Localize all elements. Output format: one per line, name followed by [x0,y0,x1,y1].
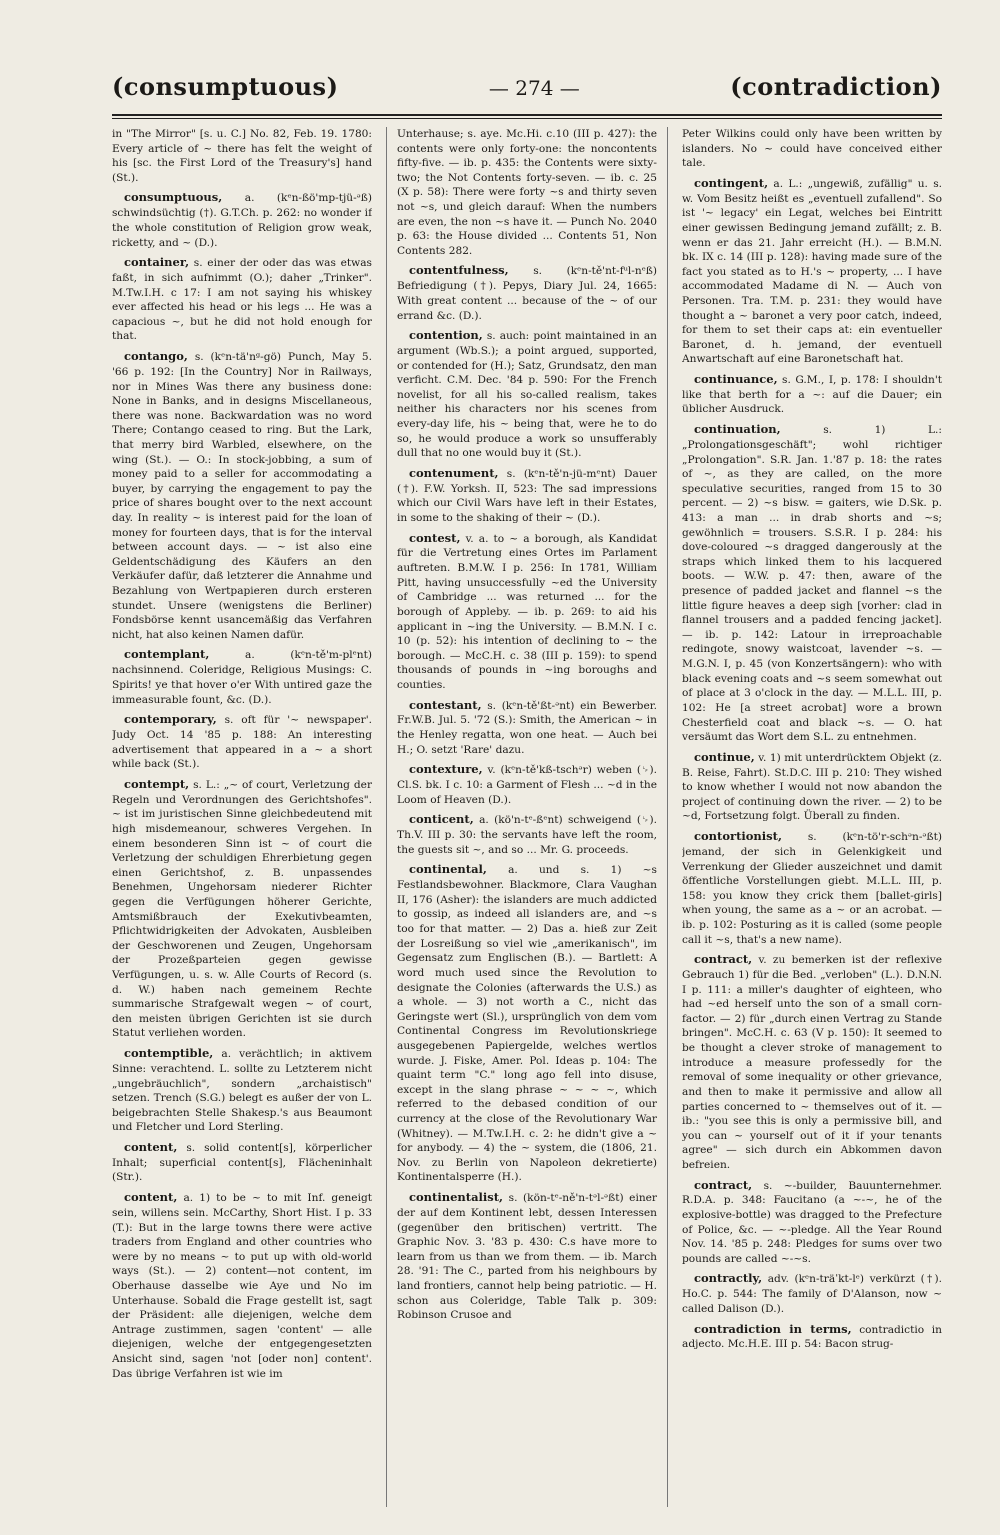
entry-headword: content, [124,1139,178,1154]
column-middle [386,127,668,1507]
entry-headword: contract, [694,952,753,967]
entry-text: s. solid content[s], körperlicher Inhalt; superficial content[s], Flächeninhalt (Str.). [112,1141,372,1184]
entry-text: v. (kᵉn-tě'kß-tschᵊr) weben (␊). Cl.S. bk. I c. 10: a Garment of Flesh ... ~d in the Loom of Heaven (D.). [397,764,657,806]
entry-text: a. 1) to be ~ to mit Inf. geneigt sein, willens sein. McCarthy, Short Hist. I p. 33 (T.): But in the large towns there were active traders from England and other countries who were by no means ~ to put up with old-world ways (St.). — 2) content—not content, im Oberhause dasselbe wie Aye und No im Unterhause. Sobald die Frage gestellt ist, sagt der Präsident: alle diejenigen, welche dem Antrage zustimmen, sagen 'content' — alle diejenigen, welche der entgegengesetzten Ansicht sind, sagen 'not [oder non] content'. Das übrige Verfahren ist wie im [112,1192,372,1380]
header-rule [112,114,942,119]
entry-headword: contractly, [694,1271,763,1286]
entry-text: v. a. to ~ a borough, als Kandidat für die Vertretung eines Ortes im Parlament auftreten. B.M.W. I p. 256: In 1781, William Pitt, having unsuccessfully ~ed the University of Cambridge ... was returned ... for the borough of Appleby. — ib. p. 269: to aid his applicant in ~ing the University. — B.M.N. I c. 10 (p. 52): his intention of declining to ~ the borough. — McC.H. c. 38 (III p. 159): to spend thousands of pounds in ~ing boroughs and counties. [397,532,657,691]
column-left [112,127,372,1507]
dictionary-entry [397,862,657,1185]
dictionary-entry [682,127,942,171]
entry-text: contradictio in adjecto. Mc.H.E. III p. 54: Bacon strug- [682,1323,942,1351]
dictionary-entry [397,1190,657,1323]
dictionary-entry [397,127,657,258]
dictionary-entry [682,1271,942,1316]
entry-text: s. L.: „~ of court, Verletzung der Regeln und Verordnungen des Gerichtshofes". ~ ist im juristischen Sinne gleichbedeutend mit high misdemeanour, schweres Vergehen. In einem besonderen Sinn ist ~ of court die Verletzung der schuldigen Ehrerbietung gegen einen Gerichtshof, z. B. unpassendes Benehmen, Ungehorsam niederer Richter gegen die Verfügungen höherer Gerichte, Amtsmißbrauch der Exekutivbeamten, Pflichtwidrigkeiten der Advokaten, Ausbleiben der Geschworenen und Zeugen, Ungehorsam der Prozeßparteien gegen gewisse Verfügungen, u. s. w. Alle Courts of Record (s. d. W.) haben nach gemeinem Rechte summarische Strafgewalt wegen ~ of court, den meisten übrigen Gerichten ist sie durch Statut verliehen worden. [112,778,372,1040]
entry-headword: contexture, [409,762,483,777]
column-right [682,127,942,1507]
entry-text: a. L.: „ungewiß, zufällig" u. s. w. Vom Besitz heißt es „eventuell zufallend". So ist '~ legacy' ein Legat, welches bei Eintritt einer gewissen Bedingung jemand zufällt; z. B. wenn er das 21. Jahr erreicht (H.). — B.M.N. bk. IX c. 14 (III p. 128): having made sure of the fact you stated as to H.'s ~ property, ... I have accommodated Madame di N. — Auch von Personen. Tra. T.M. p. 231: they would have thought a ~ baronet a very poor catch, indeed, for them to set their caps at: ein eventueller Baronet, d. h. jemand, der eventuell Anwartschaft auf eine Baronetschaft hat. [682,177,942,366]
dictionary-entry [112,1046,372,1135]
entry-text: s. (kön-tᵉ-ně'n-tᵊl-ᵊßt) einer der auf dem Kontinent lebt, dessen Interessen (gegenüber den britischen) vertritt. The Graphic Nov. 3. '83 p. 430: C.s have more to learn from us than we from them. — ib. March 28. '91: The C., parted from his neighbours by land frontiers, cannot help being patriotic. — H. schon aus Coleridge, Table Talk p. 309: Robinson Crusoe and [397,1192,657,1322]
entry-headword: continental, [409,862,487,877]
entry-headword: contention, [409,328,483,343]
dictionary-entry [397,812,657,857]
dictionary-entry [397,698,657,758]
entry-text: a. (kᵉn-ßö'mp-tjü-ᵊß) schwindsüchtig (†). G.T.Ch. p. 262: no wonder if the whole constitution of Religion grow weak, ricketty, and ~ (D.). [112,192,372,249]
dictionary-entry [682,1322,942,1352]
dictionary-entry [682,952,942,1172]
entry-text: in "The Mirror" [s. u. C.] No. 82, Feb. 19. 1780: Every article of ~ there has felt the weight of his [sc. the First Lord of the Treasury's] hand (St.). [112,128,372,184]
entry-text: s. G.M., I, p. 178: I shouldn't like that berth for a ~: auf die Dauer; ein üblicher Ausdruck. [682,374,942,416]
page-number: — 274 — [488,76,580,100]
entry-headword: contemptible, [124,1046,214,1061]
entry-text: a. verächtlich; in aktivem Sinne: verachtend. L. sollte zu Letzterem nicht „ungebräuchlich", sondern „archaistisch" setzen. Trench (S.G.) belegt es außer der von L. beigebrachten Stelle Shakesp.'s aus Beaumont und Fletcher und Lord Sterling. [112,1048,372,1134]
entry-text: adv. (kᵉn-träˈkt-lᵉ) verkürzt (†). Ho.C. p. 544: The family of D'Alanson, now ~ called Dalison (D.). [682,1273,942,1315]
entry-text: v. 1) mit unterdrücktem Objekt (z. B. Reise, Fahrt). St.D.C. III p. 210: They wished to know whether I would not now abandon the project of continuing down the river. — 2) to be ~d, Fortsetzung folgt. Überall zu finden. [682,751,942,823]
entry-text: a. und s. 1) ~s Festlandsbewohner. Blackmore, Clara Vaughan II, 176 (Asher): the islanders are much addicted to gossip, as indeed all islanders are, and ~s too for that matter. — 2) Das a. hieß zur Zeit der Losreißung so viel wie „amerikanisch", im Gegensatz zum Englischen (B.). — Bartlett: A word much used since the Revolution to designate the Colonies (afterwards the U.S.) as a whole. — 3) not worth a C., nicht das Geringste wert (Sl.), ursprünglich von dem vom Continental Congress im Revolutionskriege ausgegebenen Papiergelde, welches wertlos wurde. J. Fiske, Amer. Pol. Ideas p. 104: The quaint term "C." long ago fell into disuse, except in the slang phrase ~ ~ ~ ~, which referred to the debased condition of our currency at the close of the Revolutionary War (Whitney). — M.Tw.I.H. c. 2: he didn't give a ~ for anybody. — 4) the ~ system, die (1806, 21. Nov. zu Berlin von Napoleon dekretierte) Kontinentalsperre (H.). [397,864,657,1184]
dictionary-entry [112,1140,372,1185]
entry-text: s. 1) L.: „Prolongationsgeschäft"; wohl richtiger „Prolongation". S.R. Jan. 1.'87 p. 18: the rates of ~, as they are called, on the more speculative securities, ranged from 15 to 30 percent. — 2) ~s bisw. = gaiters, wie D.Sk. p. 413: a man ... in drab shorts and ~s; gewöhnlich = trousers. S.S.R. I p. 284: his dove-coloured ~s dragged dangerously at the straps which linked them to his lacquered boots. — W.W. p. 47: then, aware of the presence of padded jacket and flannel ~s the little figure heaves a deep sigh [vorher: clad in flannel trousers and a padded fencing jacket]. — ib. p. 142: Latour in irreproachable redingote, snowy waistcoat, lavender ~s. — M.G.N. I, p. 45 (von Konzertsängern): who with black evening coats and ~s seem somewhat out of place at 3 o'clock in the day. — M.L.L. III, p. 102: He [a street acrobat] wore a brown Chesterfield coat and black ~s. — O. hat versäumt das Wort dem S.L. zu entnehmen. [682,424,942,744]
entry-headword: contemplant, [124,647,210,662]
right-guide-word: (contradiction) [730,72,942,101]
dictionary-entry [112,647,372,707]
entry-text: s. ~-builder, Bauunternehmer. R.D.A. p. 348: Faucitano (a ~-~, he of the explosive-bottle) was dragged to the Prefecture of Police, &c. — ~-pledge. All the Year Round Nov. 14. '85 p. 248: Pledges for sums over two pounds are called ~-~s. [682,1179,942,1265]
running-header [112,72,942,112]
entry-headword: contentfulness, [409,263,509,278]
entry-headword: conticent, [409,812,474,827]
dictionary-entry [682,829,942,947]
dictionary-entry [112,712,372,772]
entry-headword: continuation, [694,422,781,437]
entry-headword: content, [124,1190,178,1205]
dictionary-entry [112,349,372,642]
entry-headword: consumptuous, [124,190,223,205]
entry-text: s. (kᵉn-tě'ßt-ᵊnt) ein Bewerber. Fr.W.B. Jul. 5. '72 (S.): Smith, the American ~ in the Henley regatta, won one heat. — Auch bei H.; O. setzt 'Rare' dazu. [397,699,658,756]
entry-headword: contortionist, [694,829,782,844]
left-guide-word: (consumptuous) [112,72,339,101]
entry-headword: contradiction in terms, [694,1321,852,1336]
dictionary-entry [682,750,942,824]
entry-headword: contract, [694,1177,753,1192]
entry-text: s. oft für '~ newspaper'. Judy Oct. 14 '85 p. 188: An interesting advertisement that appeared in a ~ a short while back (St.). [112,714,372,771]
text-columns [112,127,942,1507]
entry-headword: continuance, [694,372,778,386]
entry-headword: contenument, [409,465,499,480]
entry-text: s. einer der oder das was etwas faßt, in sich aufnimmt (O.); daher „Trinker". M.Tw.I.H. c 17: I am not saying his whiskey ever affected his head or his legs ... He was a capacious ~, but he did not hold enough for that. [112,257,372,343]
entry-headword: contemporary, [124,712,217,727]
entry-headword: contest, [409,530,461,545]
dictionary-entry [682,372,942,417]
dictionary-entry [682,1178,942,1267]
entry-headword: contestant, [409,697,482,712]
dictionary-entry [112,190,372,250]
dictionary-entry [112,1190,372,1381]
dictionary-entry [397,466,657,526]
dictionary-entry [682,176,942,367]
dictionary-entry [682,422,942,745]
entry-text: Peter Wilkins could only have been written by islanders. No ~ could have conceived either tale. [682,128,942,170]
entry-headword: contempt, [124,776,190,791]
entry-headword: continue, [694,749,755,764]
dictionary-entry [112,255,372,344]
entry-headword: container, [124,255,190,270]
dictionary-entry [397,263,657,323]
dictionary-entry [397,531,657,693]
entry-text: s. (kᵉn-tö'r-schᵊn-ᵊßt) jemand, der sich in Gelenkigkeit und Verrenkung der Glieder auszeichnet und damit öffentliche Vorstellungen giebt. M.L.L. III, p. 158: you know they crick them [ballet-girls] when young, the same as a ~ or an acrobat. — ib. p. 102: Posturing as it is called (some people call it ~s, that's a new name). [682,831,942,946]
entry-text: Unterhause; s. aye. Mc.Hi. c.10 (III p. 427): the contents were only forty-one: the noncontents fifty-five. — ib. p. 435: the Contents were sixty-two; the Not Contents forty-seven. — ib. c. 25 (X p. 58): There were forty ~s and thirty seven not ~s, und gleich darauf: When the numbers are even, the non ~s have it. — Punch No. 2040 p. 63: the House divided ... Contents 51, Non Contents 282. [397,128,657,257]
entry-text: s. auch: point maintained in an argument (Wb.S.); a point argued, supported, or contended for (H.); Satz, Grundsatz, den man verficht. C.M. Dec. '84 p. 590: For the French novelist, for all his so-called realism, takes neither his characters nor his scenes from every-day life, his ~ being that, were he to do so, he would produce a work so unsufferably dull that no one would buy it (St.). [397,330,657,460]
entry-text: v. zu bemerken ist der reflexive Gebrauch 1) für die Bed. „verloben" (L.). D.N.N. I p. 111: a miller's daughter of eighteen, who had ~ed herself unto the son of a small corn-factor. — 2) für „durch einen Vertrag zu Stande bringen". McC.H. c. 63 (V p. 150): It seemed to be thought a clever stroke of management to introduce a measure professedly for the removal of some inequality or other grievance, and then to make it permissive and allow all parties concerned to ~ themselves out of it. — ib.: "you see this is only a permissive bill, and you can ~ yourself out of it if your tenants agree" — sich durch ein Abkommen davon befreien. [682,954,942,1171]
entry-headword: contingent, [694,175,769,190]
dictionary-entry [397,328,657,461]
entry-text: a. (kᵉn-tě'm-plᵉnt) nachsinnend. Coleridge, Religious Musings: C. Spirits! ye that hover o'er With untired gaze the immeasurable fount, &c. (D.). [112,649,372,706]
dictionary-entry [397,762,657,807]
dictionary-entry [112,777,372,1041]
dictionary-entry [112,127,372,185]
entry-text: s. (kᵉn-tě'n-jü-mᵉnt) Dauer (†). F.W. Yorksh. II, 523: The sad impressions which our Civil Wars have left in their Estates, in some to the shaking of their ~ (D.). [397,467,657,524]
entry-text: a. (kö'n-tᵉ-ßᵉnt) schweigend (␊). Th.V. III p. 30: the servants have left the room, the guests sit ~, and so ... Mr. G. proceeds. [397,814,657,856]
entry-headword: contango, [124,349,188,364]
entry-text: s. (kᵉn-tä'nᵍ-gö) Punch, May 5. '66 p. 192: [In the Country] Nor in Railways, nor in Mines Was there any business done: None in Banks, and in designs Miscellaneous, there was none. Backwardation was no word There; Contango ceased to ring. But the Lark, that merry bird Warbled, elsewhere, on the wing (St.). — O.: In stock-jobbing, a sum of money paid to a seller for accommodating a buyer, by carrying the engagement to pay the price of shares bought over to the next account day. In reality ~ is interest paid for the loan of money for fourteen days, that is for the interval between account days. — ~ ist also eine Geldentschädigung des Käufers an den Verkäufer dafür, daß letzterer die Annahme und Bezahlung von Wertpapieren durch ersteren stundet. Unsere (wenigstens die Berliner) Fondsbörse kennt usancemäßig das Verfahren nicht, hat also keinen Namen dafür. [112,351,372,641]
entry-text: s. (kᵉn-tě'nt-fᵘl-nᵉß) Befriedigung (†). Pepys, Diary Jul. 24, 1665: With great content ... because of the ~ of our errand &c. (D.). [397,265,658,322]
entry-headword: continentalist, [409,1190,504,1205]
